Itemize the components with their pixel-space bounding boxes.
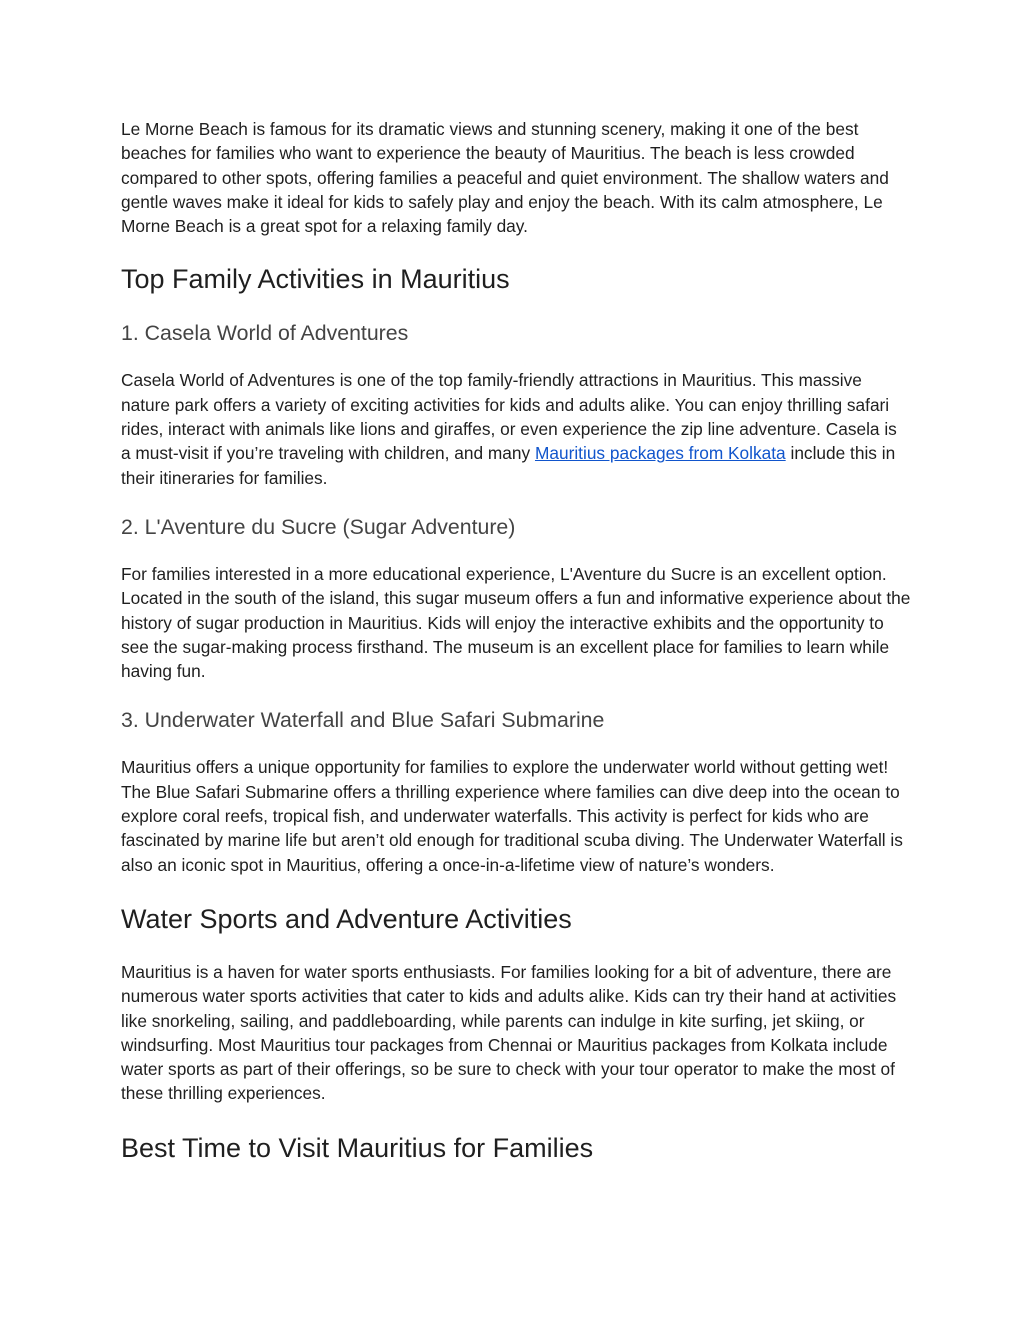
casela-text-after: include this in their itineraries for families. [121,443,896,488]
sucre-paragraph: For families interested in a more educational experience, L'Aventure du Sucre is an excellent option. Located in the south of the island, this sugar museum offers a fun and informative experience about the history of sugar production in Mauritius. Kids will enjoy the interactive exhibits and the opportunity to see the sugar-making process firsthand. The museum is an excellent place for families to learn while having fun. [121,563,911,682]
casela-heading: 1. Casela World of Adventures [121,321,409,346]
mauritius-packages-kolkata-link[interactable]: Mauritius packages from Kolkata [534,443,786,464]
casela-paragraph [121,368,911,489]
underwater-paragraph: Mauritius offers a unique opportunity for families to explore the underwater world without getting wet! The Blue Safari Submarine offers a thrilling experience where families can dive deep into the ocean to explore coral reefs, tropical fish, and underwater waterfalls. This activity is perfect for kids who are fascinated by marine life but aren’t old enough for traditional scuba diving. The Underwater Waterfall is also an iconic spot in Mauritius, offering a once-in-a-lifetime view of nature’s wonders. [121,757,903,875]
top-activities-heading: Top Family Activities in Mauritius [121,264,510,295]
best-time-heading: Best Time to Visit Mauritius for Families [121,1132,594,1163]
underwater-heading: 3. Underwater Waterfall and Blue Safari Submarine [121,708,605,733]
water-sports-paragraph: Mauritius is a haven for water sports enthusiasts. For families looking for a bit of adventure, there are numerous water sports activities that cater to kids and adults alike. Kids can try their hand at activities like snorkeling, sailing, and paddleboarding, while parents can indulge in kite surfing, jet skiing, or windsurfing. Most Mauritius tour packages from Chennai or Mauritius packages from Kolkata include water sports as part of their offerings, so be sure to check with your tour operator to make the most of these thrilling experiences. [121,961,897,1104]
document-page [121,117,911,1165]
sucre-heading: 2. L'Aventure du Sucre (Sugar Adventure) [121,514,516,539]
water-sports-heading: Water Sports and Adventure Activities [121,903,572,934]
casela-text-before: Casela World of Adventures is one of the top family-friendly attractions in Mauritius. This massive nature park offers a variety of exciting activities for kids and adults alike. You can enjoy thrilling safari rides, interact with animals like lions and giraffes, or even experience the zip line adventure. Casela is a must-visit if you’re traveling with children, and many [121,370,897,464]
intro-paragraph: Le Morne Beach is famous for its dramatic views and stunning scenery, making it one of the best beaches for families who want to experience the beauty of Mauritius. The beach is less crowded compared to other spots, offering families a peaceful and quiet environment. The shallow waters and gentle waves make it ideal for kids to safely play and enjoy the beach. With its calm atmosphere, Le Morne Beach is a great spot for a relaxing family day. [121,119,889,237]
